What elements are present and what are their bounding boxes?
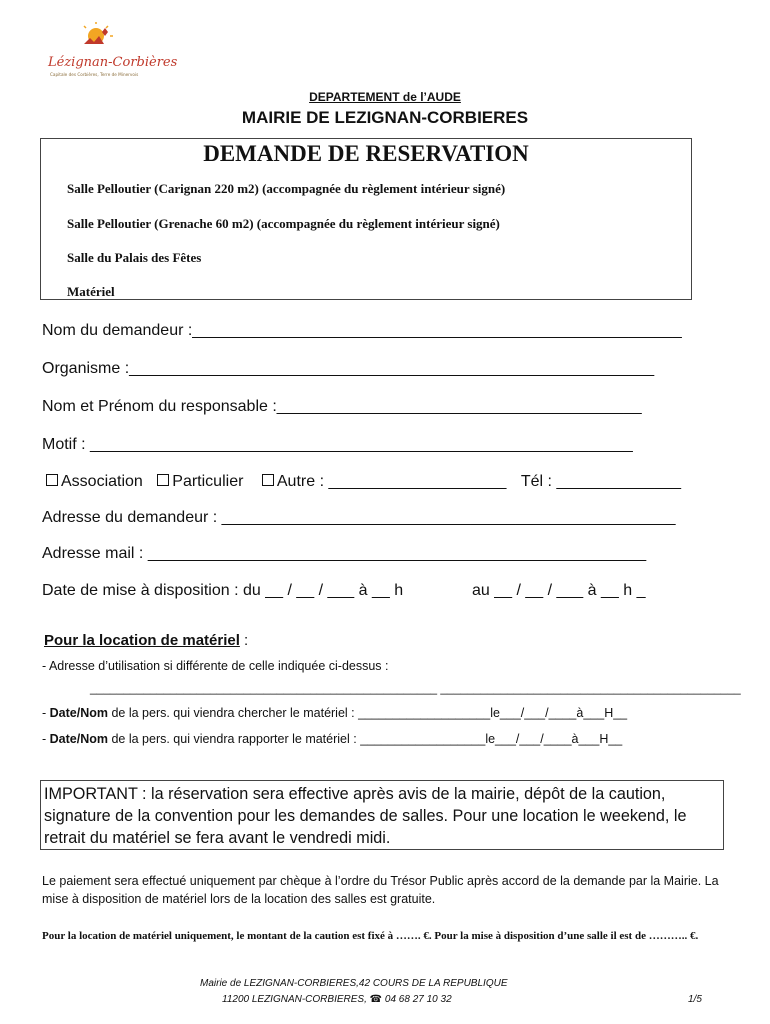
checkbox-icon bbox=[262, 474, 274, 486]
checkbox-particulier[interactable] bbox=[157, 473, 243, 490]
field-tel[interactable]: Tél : ______________ bbox=[520, 473, 682, 490]
adresse-utilisation-label: - Adresse d’utilisation si différente de celle indiquée ci-dessus : bbox=[42, 659, 389, 673]
rapporter-bold: Date/Nom bbox=[49, 732, 108, 746]
adresse-utilisation-line[interactable]: ____________________________________________________ _____________________________________________ bbox=[90, 681, 741, 695]
location-materiel-colon: : bbox=[239, 632, 249, 649]
option-materiel: Matériel bbox=[67, 284, 115, 299]
checkbox-association[interactable] bbox=[46, 473, 143, 490]
mairie-heading: MAIRIE DE LEZIGNAN-CORBIERES bbox=[241, 108, 529, 127]
chercher-bold: Date/Nom bbox=[49, 706, 108, 720]
label-particulier: Particulier bbox=[172, 473, 244, 490]
chercher-materiel-line[interactable] bbox=[42, 706, 627, 720]
phone-icon: ☎ bbox=[369, 994, 383, 1005]
chercher-rest: de la pers. qui viendra chercher le matériel : ___________________le___/___/____à___H__ bbox=[107, 706, 628, 720]
type-options-row bbox=[46, 473, 681, 491]
important-notice: IMPORTANT : la réservation sera effective après avis de la mairie, dépôt de la caution, signature de la convention pour les demandes de salles. Pour une location le weekend, le retrait du matériel se fera avant le vendredi midi. bbox=[40, 780, 724, 850]
rapporter-rest: de la pers. qui viendra rapporter le matériel : __________________le___/___/____à___H__ bbox=[107, 732, 623, 746]
chercher-prefix: - bbox=[42, 706, 50, 720]
logo-text: Lézignan-Corbières bbox=[48, 55, 178, 70]
footer-city: 11200 LEZIGNAN-CORBIERES, bbox=[222, 994, 367, 1005]
footer-contact bbox=[222, 994, 452, 1005]
rapporter-materiel-line[interactable] bbox=[42, 732, 622, 746]
department-heading: DEPARTEMENT de l’AUDE bbox=[309, 90, 461, 104]
field-organisme[interactable]: Organisme :___________________________________________________________ bbox=[42, 360, 655, 377]
reservation-box bbox=[40, 138, 692, 300]
option-salle-grenache: Salle Pelloutier (Grenache 60 m2) (accompagnée du règlement intérieur signé) bbox=[67, 216, 500, 231]
logo-tagline: Capitale des Corbières, Terre de Minervois bbox=[50, 72, 139, 77]
checkbox-autre[interactable] bbox=[262, 473, 507, 490]
option-salle-carignan: Salle Pelloutier (Carignan 220 m2) (accompagnée du règlement intérieur signé) bbox=[67, 181, 506, 196]
field-nom-demandeur[interactable]: Nom du demandeur :_______________________________________________________ bbox=[42, 322, 682, 339]
rapporter-prefix: - bbox=[42, 732, 50, 746]
page-number: 1/5 bbox=[688, 994, 702, 1005]
mairie-logo bbox=[44, 22, 178, 82]
label-association: Association bbox=[61, 473, 143, 490]
footer-address: Mairie de LEZIGNAN-CORBIERES,42 COURS DE LA REPUBLIQUE bbox=[200, 978, 508, 989]
payment-note: Le paiement sera effectué uniquement par chèque à l’ordre du Trésor Public après accord de la demande par la Mairie. La mise à disposition de matériel lors de la location des salles est gratuite. bbox=[42, 874, 719, 906]
field-date-au[interactable]: au __ / __ / ___ à __ h _ bbox=[472, 582, 646, 599]
location-materiel-heading: Pour la location de matériel bbox=[44, 632, 240, 649]
checkbox-icon bbox=[157, 474, 169, 486]
reservation-title: DEMANDE DE RESERVATION bbox=[203, 141, 529, 166]
field-adresse-demandeur[interactable]: Adresse du demandeur : ___________________________________________________ bbox=[42, 509, 676, 526]
field-responsable[interactable]: Nom et Prénom du responsable :_________________________________________ bbox=[42, 398, 642, 415]
label-autre: Autre : ____________________ bbox=[276, 473, 507, 490]
location-materiel-title bbox=[44, 632, 248, 649]
option-palais-des-fetes: Salle du Palais des Fêtes bbox=[67, 250, 202, 265]
caution-note: Pour la location de matériel uniquement, le montant de la caution est fixé à ……. €. Pour la mise à disposition d’une salle il est de ……….. €. bbox=[42, 930, 699, 942]
checkbox-icon bbox=[46, 474, 58, 486]
field-date-du[interactable]: Date de mise à disposition : du __ / __ / ___ à __ h bbox=[42, 582, 404, 599]
field-motif[interactable]: Motif : _____________________________________________________________ bbox=[42, 436, 633, 453]
footer-phone: 04 68 27 10 32 bbox=[384, 994, 452, 1005]
field-adresse-mail[interactable]: Adresse mail : ________________________________________________________ bbox=[42, 545, 647, 562]
